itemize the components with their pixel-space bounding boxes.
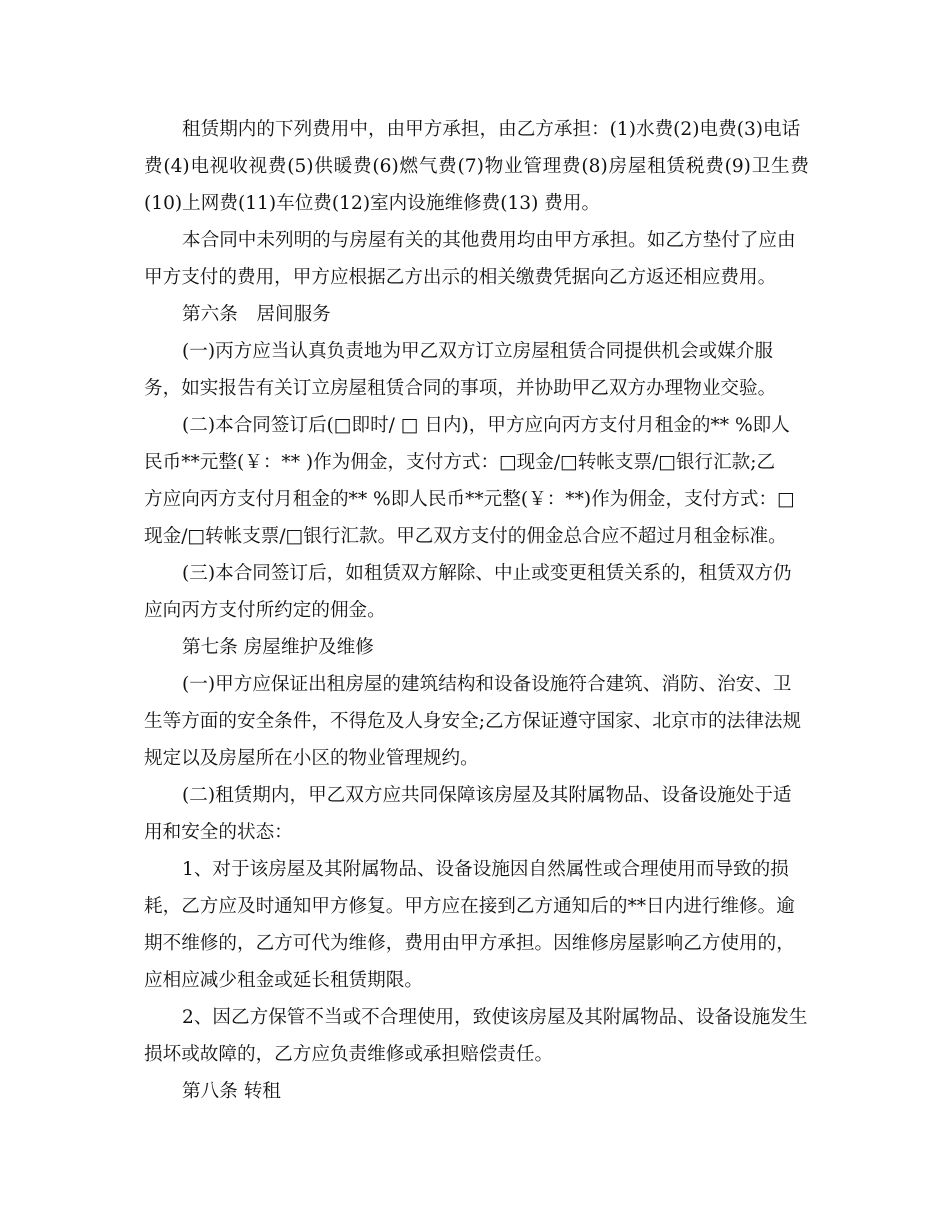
article-7-clause-1-line-3: 规定以及房屋所在小区的物业管理规约。 — [144, 748, 479, 769]
article-7-item-1-line-3: 期不维修的，乙方可代为维修，费用由甲方承担。因维修房屋影响乙方使用的， — [144, 933, 795, 954]
article-7-clause-2-line-1: (二)租赁期内，甲乙双方应共同保障该房屋及其附属物品、设备设施处于适 — [182, 785, 792, 806]
article-7-clause-1-line-1: (一)甲方应保证出租房屋的建筑结构和设备设施符合建筑、消防、治安、卫 — [182, 674, 792, 695]
paragraph-expenses-line-2: 费(4)电视收视费(5)供暖费(6)燃气费(7)物业管理费(8)房屋租赁税费(9)卫生费 — [144, 156, 809, 177]
article-7-heading: 第七条 房屋维护及维修 — [182, 637, 374, 658]
article-6-clause-2-line-2: 民币**元整(￥：** )作为佣金，支付方式：□现金/□转帐支票/□银行汇款;乙 — [144, 452, 776, 473]
article-7-item-1-line-1: 1、对于该房屋及其附属物品、设备设施因自然属性或合理使用而导致的损 — [182, 859, 789, 880]
article-7-item-1-line-2: 耗，乙方应及时通知甲方修复。甲方应在接到乙方通知后的**日内进行维修。逾 — [144, 896, 795, 917]
article-6-clause-3-line-1: (三)本合同签订后，如租赁双方解除、中止或变更租赁关系的，租赁双方仍 — [182, 563, 792, 584]
paragraph-other-fees-line-2: 甲方支付的费用，甲方应根据乙方出示的相关缴费凭据向乙方返还相应费用。 — [144, 267, 777, 288]
article-7-item-2-line-2: 损坏或故障的，乙方应负责维修或承担赔偿责任。 — [144, 1044, 554, 1065]
article-6-clause-2-line-3: 方应向丙方支付月租金的** %即人民币**元整(￥：**)作为佣金，支付方式：□ — [144, 489, 795, 510]
article-7-clause-1-line-2: 生等方面的安全条件，不得危及人身安全;乙方保证遵守国家、北京市的法律法规 — [144, 711, 802, 732]
article-7-clause-2-line-2: 用和安全的状态： — [144, 822, 293, 843]
article-6-clause-2-line-1: (二)本合同签订后(□即时/ □ 日内)，甲方应向丙方支付月租金的** %即人 — [182, 415, 790, 436]
article-6-clause-1-line-2: 务，如实报告有关订立房屋租赁合同的事项，并协助甲乙双方办理物业交验。 — [144, 378, 777, 399]
paragraph-other-fees-line-1: 本合同中未列明的与房屋有关的其他费用均由甲方承担。如乙方垫付了应由 — [182, 230, 796, 251]
article-7-item-2-line-1: 2、因乙方保管不当或不合理使用，致使该房屋及其附属物品、设备设施发生 — [182, 1007, 808, 1028]
article-6-clause-3-line-2: 应向丙方支付所约定的佣金。 — [144, 600, 386, 621]
article-6-clause-1-line-1: (一)丙方应当认真负责地为甲乙双方订立房屋租赁合同提供机会或媒介服 — [182, 341, 773, 362]
article-6-heading: 第六条 居间服务 — [182, 304, 331, 325]
paragraph-expenses-line-1: 租赁期内的下列费用中，由甲方承担，由乙方承担：(1)水费(2)电费(3)电话 — [182, 119, 801, 140]
paragraph-expenses-line-3: (10)上网费(11)车位费(12)室内设施维修费(13) 费用。 — [144, 193, 601, 214]
article-8-heading: 第八条 转租 — [182, 1081, 281, 1102]
article-7-item-1-line-4: 应相应减少租金或延长租赁期限。 — [144, 970, 423, 991]
article-6-clause-2-line-4: 现金/□转帐支票/□银行汇款。甲乙双方支付的佣金总合应不超过月租金标准。 — [144, 526, 787, 547]
